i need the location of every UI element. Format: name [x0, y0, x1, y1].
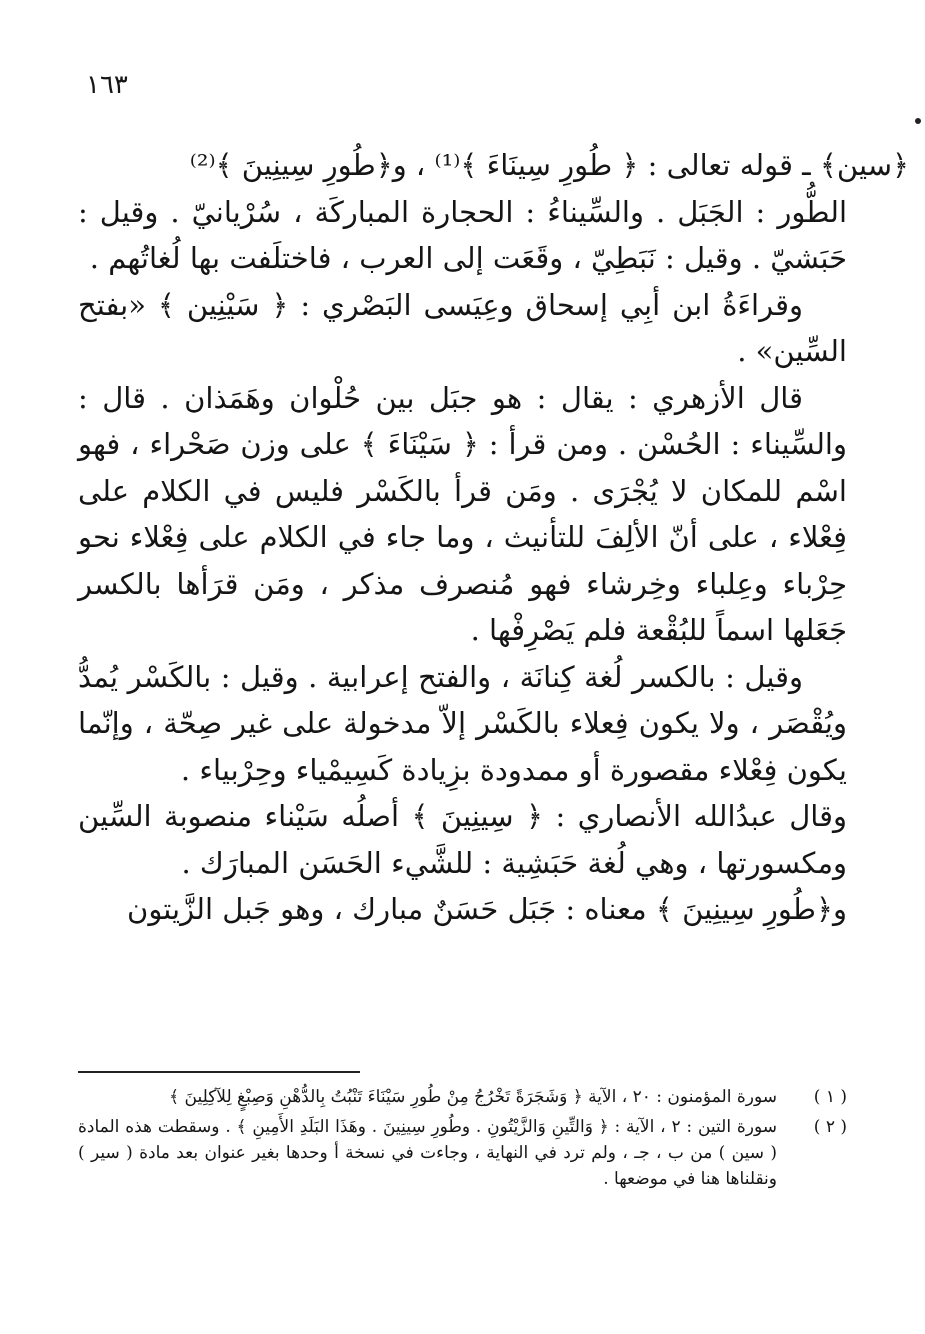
paragraph: وقيل : بالكسر لُغة كِنانَة ، والفتح إعرابية . وقيل : بالكَسْر يُمدُّ ويُقْصَر ، ولا يكون فِعلاء بالكَسْر إلاّ مدخولة على غير صِحّة ، وإنّما يكون فِعْلاء مقصورة أو ممدودة بزِيادة كَسِيمْياء وحِرْبياء .	[78, 659, 847, 787]
main-text	[78, 142, 909, 933]
footnote-number: ( ٢ )	[813, 1117, 847, 1137]
footnote-item	[78, 1114, 847, 1192]
footnote-rule	[78, 1071, 360, 1073]
footnote-text: سورة التين : ٢ ، الآية : ﴿ وَالتِّينِ وَالزَّيْتُونِ . وطُورِ سِينِينَ . وهَذَا البَلَدِ الأَمِينِ ﴾ . وسقطت هذه المادة ( سين ) من ب ، جـ ، ولم ترد في النهاية ، وجاءت في نسخة أ وحدها بغير عنوان بعد مادة ( سير ) ونقلناها هنا في موضعها .	[78, 1117, 778, 1189]
footnote-item	[78, 1084, 847, 1110]
footnote-text: سورة المؤمنون : ٢٠ ، الآية ﴿ وَشَجَرَةً تَخْرُجُ مِنْ طُورِ سَيْنَاءَ تَنْبُتُ بِالدُّهْنِ وَصِبْغٍ لِلآكِلِينَ ﴾	[169, 1087, 777, 1107]
footnotes	[78, 1084, 847, 1196]
entry-headword: ﴿سين﴾	[819, 148, 909, 182]
paragraph: وقال عبدُالله الأنصاري : ﴿ سِينِينَ ﴾ أصلُه سَيْناء منصوبة السِّين ومكسورتها ، وهي لُغة حَبَشِية : للشَّيء الحَسَن المبارَك .	[78, 799, 847, 880]
page-number: ١٦٣	[86, 70, 128, 100]
paragraph: قال الأزهري : يقال : هو جبَل بين حُلْوان وهَمَذان . قال : والسِّيناء : الحُسْن . ومن قرأ : ﴿ سَيْنَاءَ ﴾ على وزن صَحْراء ، فهو اسْم للمكان لا يُجْرَى . ومَن قرأ بالكَسْر فليس في الكلام على فِعْلاء ، على أنّ الألِفَ للتأنيث ، وما جاء في الكلام على فِعْلاء نحو حِرْباء وعِلباء وخِرشاء فهو مُنصرف مذكر ، ومَن قرَأها بالكسر جَعَلها اسماً للبُقْعة فلم يَصْرِفْها .	[78, 380, 847, 647]
footnote-number: ( ١ )	[813, 1087, 847, 1107]
margin-mark	[915, 118, 921, 124]
paragraph: و﴿طُورِ سِينِينَ ﴾ معناه : جَبَل حَسَنٌ مبارك ، وهو جَبل الزَّيتون	[127, 892, 847, 926]
paragraph: وقراءَةُ ابن أبِي إسحاق وعِيَسى البَصْري : ﴿ سَيْنِين ﴾ «بفتح السِّين» .	[78, 287, 847, 368]
entry-first-line	[78, 142, 909, 189]
paragraph: الطُّور : الجَبَل . والسِّيناءُ : الحجارة المباركَة ، سُرْيانيّ . وقيل : حَبَشيّ . وقيل : نَبَطِيّ ، وقَعَت إلى العرب ، فاختلَفت بها لُغاتُهم .	[78, 194, 847, 275]
entry-first-line-text: ـ قوله تعالى : ﴿ طُورِ سِينَاءَ ﴾⁽¹⁾ ، و﴿طُورِ سِينِينَ ﴾⁽²⁾	[189, 148, 811, 182]
